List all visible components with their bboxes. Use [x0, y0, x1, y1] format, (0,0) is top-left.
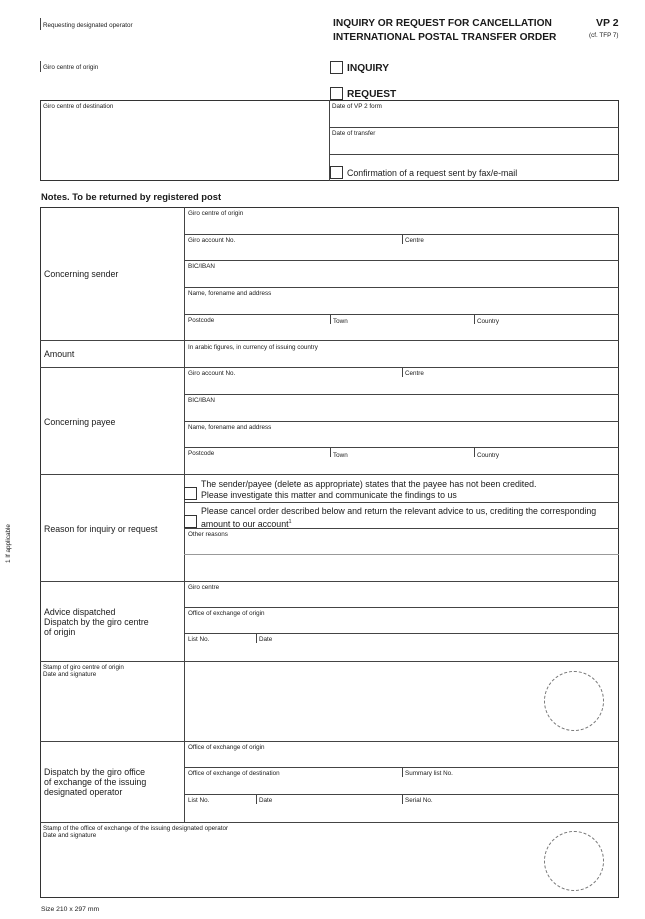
requesting-operator-label: Requesting designated operator: [43, 22, 133, 29]
advice-list-no-field[interactable]: List No.: [188, 636, 210, 643]
size-footer: Size 210 x 297 mm: [41, 906, 100, 913]
notes-heading: Notes. To be returned by registered post: [41, 191, 222, 202]
advice-heading-line2: Dispatch by the giro centre: [44, 617, 149, 627]
stamp2-label: Stamp of the office of exchange of the issuing designated operator: [43, 825, 229, 832]
stamp-circle: [544, 831, 604, 891]
advice-date-field[interactable]: Date: [259, 636, 273, 643]
payee-town-field[interactable]: Town: [333, 452, 348, 459]
sender-name-field[interactable]: Name, forename and address: [188, 290, 272, 297]
sender-centre-field[interactable]: Centre: [405, 237, 424, 244]
giro-destination-label: Giro centre of destination: [43, 103, 114, 110]
request-checkbox[interactable]: [330, 87, 343, 100]
payee-heading: Concerning payee: [44, 417, 116, 427]
form-reference: (cf. TFP 7): [589, 32, 619, 39]
payee-name-field[interactable]: Name, forename and address: [188, 424, 272, 431]
sender-giro-origin-field[interactable]: Giro centre of origin: [188, 210, 244, 217]
form-code: VP 2: [596, 17, 619, 29]
payee-account-field[interactable]: Giro account No.: [188, 370, 236, 377]
advice-office-origin-field[interactable]: Office of exchange of origin: [188, 610, 265, 617]
form-title-line2: INTERNATIONAL POSTAL TRANSFER ORDER: [333, 32, 557, 43]
dispatch-heading-line2: of exchange of the issuing: [44, 777, 147, 787]
inquiry-label: INQUIRY: [347, 63, 390, 74]
form-title-line1: INQUIRY OR REQUEST FOR CANCELLATION: [333, 18, 552, 29]
confirmation-checkbox[interactable]: [330, 166, 343, 179]
payee-country-field[interactable]: Country: [477, 452, 500, 459]
inquiry-checkbox[interactable]: [330, 61, 343, 74]
advice-heading-line1: Advice dispatched: [44, 607, 116, 617]
sender-bic-field[interactable]: BIC/IBAN: [188, 263, 215, 270]
sender-town-field[interactable]: Town: [333, 318, 348, 325]
sender-account-field[interactable]: Giro account No.: [188, 237, 236, 244]
advice-heading-line3: of origin: [44, 627, 76, 637]
stamp1-date-signature[interactable]: Date and signature: [43, 671, 97, 678]
dispatch-office-destination-field[interactable]: Office of exchange of destination: [188, 770, 280, 777]
dispatch-list-no-field[interactable]: List No.: [188, 797, 210, 804]
cancel-order-line1: Please cancel order described below and return the relevant advice to us, crediting the corresponding: [201, 506, 597, 516]
date-transfer-label[interactable]: Date of transfer: [332, 130, 376, 137]
date-vp2-label[interactable]: Date of VP 2 form: [332, 103, 382, 110]
sender-country-field[interactable]: Country: [477, 318, 500, 325]
advice-giro-centre-field[interactable]: Giro centre: [188, 584, 220, 591]
cancel-order-checkbox[interactable]: [184, 515, 197, 528]
cancel-order-line2-text: amount to our account: [201, 518, 289, 529]
corner-mark: [40, 61, 41, 72]
reason-heading: Reason for inquiry or request: [44, 524, 158, 534]
amount-field[interactable]: In arabic figures, in currency of issuing country: [188, 344, 318, 351]
sender-heading: Concerning sender: [44, 269, 119, 279]
not-credited-line2: Please investigate this matter and communicate the findings to us: [201, 490, 457, 500]
corner-mark: [40, 18, 41, 30]
dispatch-heading-line3: designated operator: [44, 787, 123, 797]
dispatch-date-field[interactable]: Date: [259, 797, 273, 804]
dispatch-serial-no-field[interactable]: Serial No.: [405, 797, 433, 804]
dispatch-heading-line1: Dispatch by the giro office: [44, 767, 146, 777]
sender-postcode-field[interactable]: Postcode: [188, 317, 215, 324]
request-label: REQUEST: [347, 89, 397, 100]
payee-postcode-field[interactable]: Postcode: [188, 450, 215, 457]
not-credited-line1: The sender/payee (delete as appropriate) states that the payee has not been credited.: [201, 479, 537, 489]
dispatch-summary-list-field[interactable]: Summary list No.: [405, 770, 453, 777]
dispatch-office-origin-field[interactable]: Office of exchange of origin: [188, 744, 265, 751]
if-applicable-note: 1 If applicable: [5, 524, 12, 563]
amount-heading: Amount: [44, 349, 75, 359]
payee-centre-field[interactable]: Centre: [405, 370, 424, 377]
giro-origin-label: Giro centre of origin: [43, 64, 99, 71]
confirmation-label: Confirmation of a request sent by fax/e-mail: [347, 168, 518, 178]
footnote-mark: 1: [288, 519, 292, 525]
not-credited-checkbox[interactable]: [184, 487, 197, 500]
stamp2-date-signature[interactable]: Date and signature: [43, 832, 97, 839]
payee-bic-field[interactable]: BIC/IBAN: [188, 397, 215, 404]
stamp-circle: [544, 671, 604, 731]
stamp1-label: Stamp of giro centre of origin: [43, 664, 124, 671]
other-reasons-field[interactable]: Other reasons: [188, 531, 228, 538]
